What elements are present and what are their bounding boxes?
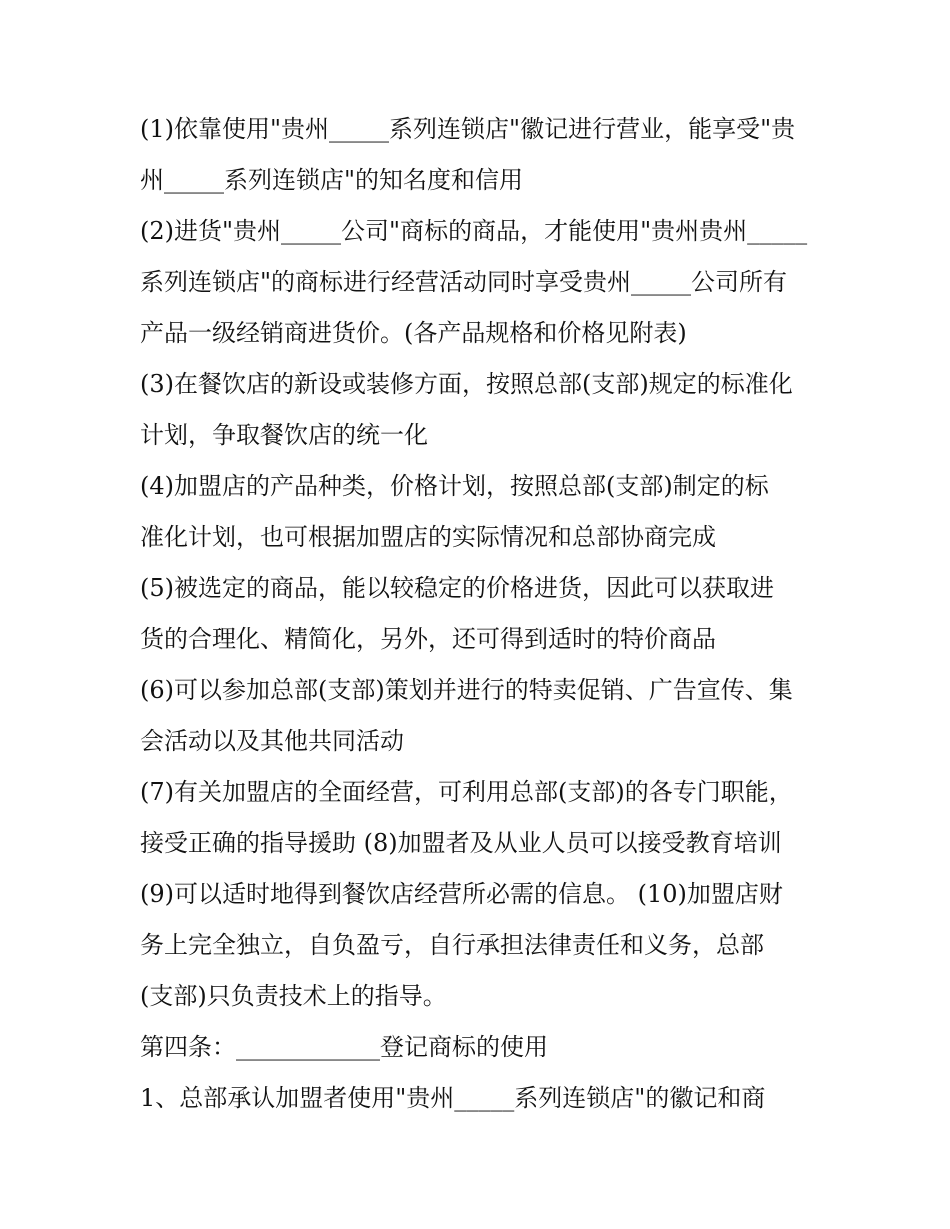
text-line: 系列连锁店"的商标进行经营活动同时享受贵州_____公司所有 bbox=[140, 268, 788, 296]
text-line: 准化计划，也可根据加盟店的实际情况和总部协商完成 bbox=[140, 523, 716, 551]
text-line: (7)有关加盟店的全面经营，可利用总部(支部)的各专门职能， bbox=[140, 778, 793, 806]
text-line: 州_____系列连锁店"的知名度和信用 bbox=[140, 166, 524, 194]
text-line: (3)在餐饮店的新设或装修方面，按照总部(支部)规定的标准化 bbox=[140, 370, 793, 398]
text-line: 货的合理化、精简化，另外，还可得到适时的特价商品 bbox=[140, 625, 716, 653]
text-line: (6)可以参加总部(支部)策划并进行的特卖促销、广告宣传、集 bbox=[140, 676, 793, 704]
text-line: (5)被选定的商品，能以较稳定的价格进货，因此可以获取进 bbox=[140, 574, 774, 602]
text-line: (2)进货"贵州_____公司"商标的商品，才能使用"贵州贵州_____ bbox=[140, 217, 808, 245]
text-line: 计划，争取餐饮店的统一化 bbox=[140, 421, 428, 449]
document-body bbox=[140, 104, 820, 1124]
text-line: (9)可以适时地得到餐饮店经营所必需的信息。 (10)加盟店财 bbox=[140, 880, 783, 908]
text-line: (支部)只负责技术上的指导。 bbox=[140, 982, 447, 1010]
text-line: 1、总部承认加盟者使用"贵州_____系列连锁店"的徽记和商 bbox=[140, 1084, 766, 1112]
text-line: 会活动以及其他共同活动 bbox=[140, 727, 404, 755]
section-heading: 第四条：____________登记商标的使用 bbox=[140, 1033, 548, 1061]
text-line: 务上完全独立，自负盈亏，自行承担法律责任和义务，总部 bbox=[140, 931, 764, 959]
text-line: 产品一级经销商进货价。(各产品规格和价格见附表) bbox=[140, 319, 687, 347]
text-line: (1)依靠使用"贵州_____系列连锁店"徽记进行营业，能享受"贵 bbox=[140, 115, 796, 143]
text-line: (4)加盟店的产品种类，价格计划，按照总部(支部)制定的标 bbox=[140, 472, 769, 500]
text-line: 接受正确的指导援助 (8)加盟者及从业人员可以接受教育培训 bbox=[140, 829, 782, 857]
